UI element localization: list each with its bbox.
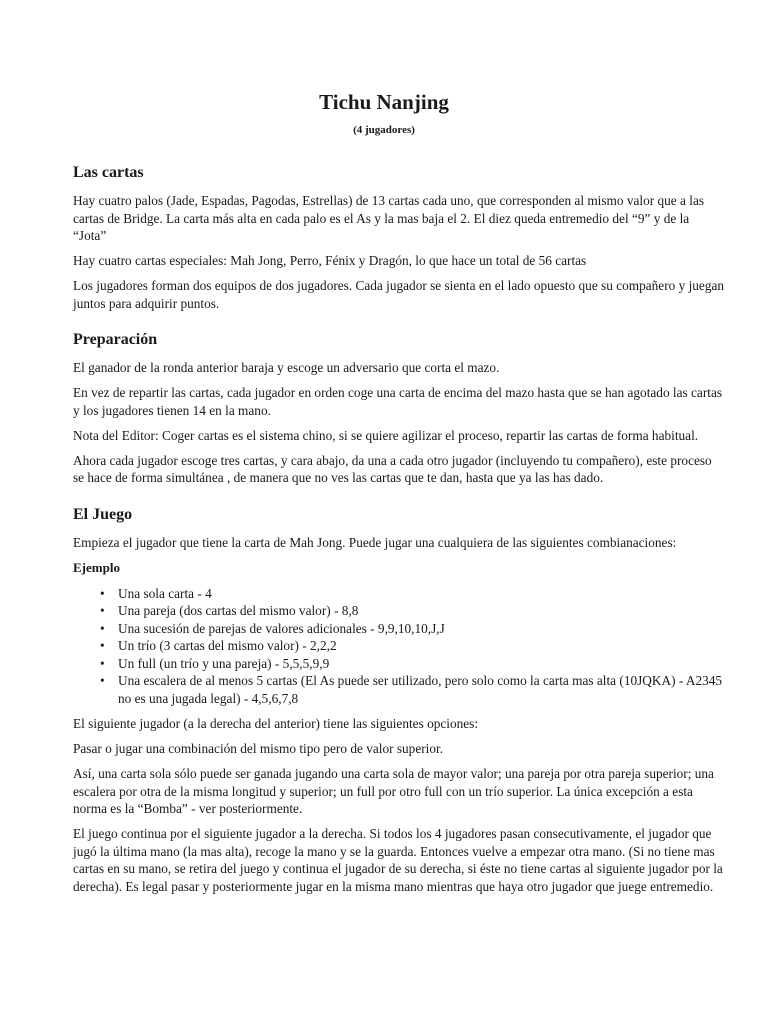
paragraph: Así, una carta sola sólo puede ser ganada jugando una carta sola de mayor valor; una pareja por otra pareja superior; una escalera por otra de la misma longitud y superior; un full por otro full con un trío superior. La única excepción a esta norma es la “Bomba” - ver posteriormente. [73, 766, 714, 816]
paragraph: Los jugadores forman dos equipos de dos jugadores. Cada jugador se sienta en el lado opuesto que su compañero y juegan juntos para adquirir puntos. [73, 278, 725, 311]
combinations-list [73, 585, 725, 708]
document-body [73, 163, 725, 903]
document-title: Tichu Nanjing [319, 90, 449, 114]
paragraph: Hay cuatro cartas especiales: Mah Jong, Perro, Fénix y Dragón, lo que hace un total de 56 cartas [73, 253, 587, 268]
paragraph: Nota del Editor: Coger cartas es el sistema chino, si se quiere agilizar el proceso, repartir las cartas de forma habitual. [73, 427, 699, 443]
list-item: • Un trío (3 cartas del mismo valor) - 2,2,2 [118, 637, 725, 655]
section-heading: El Juego [73, 505, 133, 523]
document-subtitle: (4 jugadores) [353, 124, 415, 136]
section-las-cartas [73, 163, 725, 312]
section-preparacion [73, 330, 725, 487]
paragraph: Pasar o jugar una combinación del mismo tipo pero de valor superior. [73, 741, 444, 756]
list-item: • Una escalera de al menos 5 cartas (El As puede ser utilizado, pero solo como la carta mas alta (10JQKA) - A2345 no es una jugada legal) - 4,5,6,7,8 [118, 672, 725, 707]
list-item: • Un full (un trío y una pareja) - 5,5,5,9,9 [118, 655, 725, 673]
paragraph: El juego continua por el siguiente jugador a la derecha. Si todos los 4 jugadores pasan consecutivamente, el jugador que jugó la última mano (la mas alta), recoge la mano y se la guarda. Entonces vuelve a empezar otra mano. (Si no tiene mas cartas en su mano, se retira del juego y continua el jugador de su derecha, si éste no tiene cartas al siguiente jugador por la derecha). Es legal pasar y posteriormente jugar en la misma mano mientras que haya otro jugador que juege entremedio. [73, 826, 723, 894]
paragraph: El ganador de la ronda anterior baraja y escoge un adversario que corta el mazo. [73, 360, 500, 375]
paragraph: El siguiente jugador (a la derecha del anterior) tiene las siguientes opciones: [73, 716, 479, 731]
paragraph: Ahora cada jugador escoge tres cartas, y cara abajo, da una a cada otro jugador (incluyendo tu compañero), este proceso se hace de forma simultánea , de manera que no ves las cartas que te dan, hasta que ya las has dado. [73, 452, 712, 485]
paragraph: Hay cuatro palos (Jade, Espadas, Pagodas, Estrellas) de 13 cartas cada uno, que corresponden al mismo valor que a las cartas de Bridge. La carta más alta en cada palo es el As y la mas baja el 2. El diez queda entremedio del “9” y de la “Jota” [73, 193, 705, 243]
list-item: • Una sucesión de parejas de valores adicionales - 9,9,10,10,J,J [118, 620, 725, 638]
paragraph: Empieza el jugador que tiene la carta de Mah Jong. Puede jugar una cualquiera de las siguientes combianaciones: [73, 534, 677, 550]
section-el-juego [73, 505, 725, 896]
list-item: • Una sola carta - 4 [118, 585, 725, 603]
example-heading: Ejemplo [73, 559, 120, 575]
paragraph: En vez de repartir las cartas, cada jugador en orden coge una carta de encima del mazo hasta que se han agotado las cartas y los jugadores tienen 14 en la mano. [73, 385, 723, 418]
section-heading: Preparación [73, 331, 158, 348]
section-heading: Las cartas [73, 164, 144, 181]
list-item: • Una pareja (dos cartas del mismo valor) - 8,8 [118, 602, 725, 620]
